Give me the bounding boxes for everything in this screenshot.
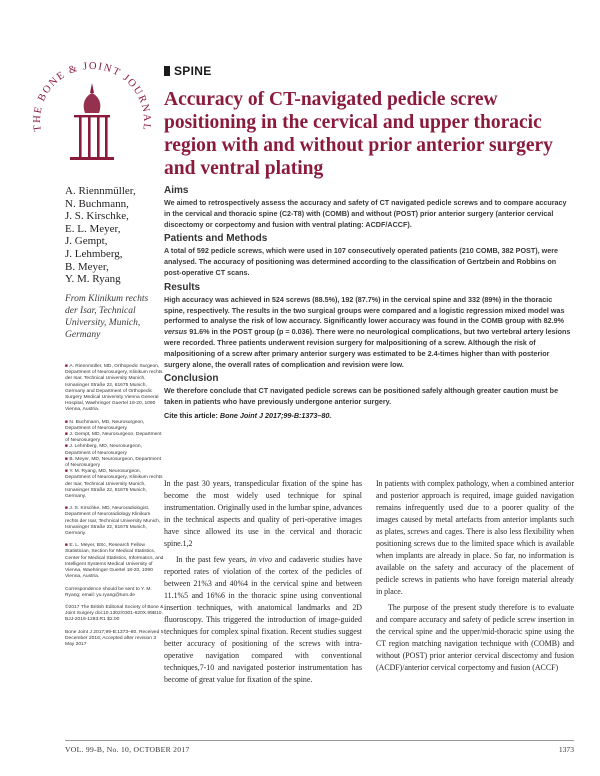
section-label-text: SPINE [174, 64, 212, 78]
body-paragraph: In patients with complex pathology, when a combined anterior and posterior approach is required, image guided navigation remains infrequently used due to a poorer quality of the images caused by metal artefacts from anterior implants such as plates, screws and cages. There is also less flexibility when positioning screws due to the limited space which is available when implants are already in place. So far, no information is available on the safety and accuracy of the placement of pedicle screws in patients who have foreign material already in place. [376, 479, 574, 596]
publication-note: Bone Joint J 2017;99-B:1373–80. Received 5 December 2016; Accepted after revision 3 May 2017 [65, 629, 164, 647]
body-column-right [376, 478, 574, 678]
methods-heading: Patients and Methods [164, 233, 268, 245]
results-heading: Results [164, 281, 201, 293]
author-name: B. Meyer, [65, 260, 109, 273]
citation: Cite this article: Bone Joint J 2017;99-B:1373–80. [164, 410, 332, 420]
bone-joint-journal-logo [30, 55, 154, 179]
body-paragraph: In the past few years, in vivo and cadaveric studies have reported rates of violation of the cortex of the pedicles of between 21%3 and 40%4 in the cervical spine and between 11.1%5 and 16%6 in the thoracic spine using conventional insertion techniques, with anatomical landmarks and 2D fluoroscopy. This triggered the introduction of image-guided techniques for complex spinal fixation. Recent studies suggest better accuracy of positioning of the screws with intra-operative navigation compared with conventional techniques,7-10 and navigated posterior instrumentation has become of great value for fixation of the spine. [164, 555, 362, 684]
body-paragraph: The purpose of the present study therefore is to evaluate and compare accuracy and safety of pedicle screw insertion in the cervical spine and the upper/mid-thoracic spine using the CT region matching navigation technique with (COMB) and without (POST) prior anterior cervical discectomy and fusion (ACDF)/anterior cervical corpectomy and fusion (ACCF) [376, 603, 574, 672]
conclusion-heading: Conclusion [164, 373, 219, 385]
author-note: ■ A. Riennmüller, MD, Orthopedic Surgeon, Department of Neurosurgery, Klinikum rechts der Isar, Technical University Munich, Ismaninger Straße 22, 81675 Munich, Germany and Department of Orthopedic Surgery Medical University Vienna General Hospital, Waehringer Guertel 18-20, 1090 Vienna, Austria. [65, 364, 163, 413]
article-title: Accuracy of CT-navigated pedicle screw positioning in the cervical and upper thoracic region with and without prior anterior surgery and ventral plating [164, 89, 553, 179]
author-note: ■ N. Buchmann, MD, Neurosurgeon, Department of Neurosurgery ■ J. Gempt, MD, Neurosurgeon, Department of Neurosurgery ■ J. Lehmberg, MD, Neurosurgeon, Department of Neurosurgery ■ B. Meyer, MD, Neurosurgeon, Department of Neurosurgery ■ Y. M. Ryang, MD, Neurosurgeon, Department of Neurosurgery, Klinikum rechts der Isar, Technical University Munich, Ismaninger Straße 22, 81675 Munich, Germany. [65, 419, 163, 500]
footer-rule [65, 740, 574, 741]
section-marker [164, 66, 170, 76]
author-name: J. Gempt, [65, 235, 108, 248]
author-note: ■ E. L. Meyer, BSc, Research Fellow Statistician, Section for Medical Statistics, Center for Medical Statistics, Informatics, and Intelligent Systems Medical University of Vienna, Waehringer Guertel 18-20, 1090 Vienna, Austria. [65, 543, 164, 580]
body-paragraph: In the past 30 years, transpedicular fixation of the spine has become the most widely used technique for spinal instrumentation. Originally used in the lumbar spine, advances in the technical aspects and quality of peri-operative images have since allowed its use in the cervical and thoracic spine.1,2 [164, 479, 362, 548]
footer-volume: VOL. 99-B, No. 10, OCTOBER 2017 [65, 745, 190, 754]
abstract [164, 182, 574, 422]
author-notes [65, 364, 165, 654]
section-label [164, 64, 212, 78]
author-name: J. S. Kirschke, [65, 210, 129, 223]
conclusion-text: We therefore conclude that CT navigated pedicle screws can be positioned safely although greater caution must be taken in patients who have previously undergone anterior surgery. [164, 386, 559, 407]
author-name: N. Buchmann, [65, 197, 129, 210]
methods-text: A total of 592 pedicle screws, which were used in 107 consecutively operated patients (210 COMB, 382 POST), were analysed. The accuracy of positioning was determined according to the classification of Gertzbein and Robbins on post-operative CT scans. [164, 246, 558, 277]
author-list [65, 185, 160, 286]
author-note: ■ J. S. Kirschke, MD, Neuroradiologist, Department of Neuroradiology Klinikum rechts der Isar, Technical University Munich, Ismaninger Straße 22, 81675 Munich, Germany. [65, 506, 161, 537]
author-name: Y. M. Ryang [65, 273, 121, 286]
affiliation: From Klinikum rechts der Isar, Technical University, Munich, Germany [65, 294, 149, 340]
author-name: E. L. Meyer, [65, 222, 121, 235]
results-text: High accuracy was achieved in 524 screws (88.5%), 192 (87.7%) in the cervical spine and 332 (89%) in the thoracic spine, respectively. The results in the two surgical groups were compared and a logistic regression mixed model was performed to analyse the risk of low accuracy. Significantly lower accuracy was found in the COMB group with 82.9% versus 91.6% in the POST group (p = 0.036). There were no neurological complications, but two vertebral artery lesions were recorded. Three patients underwent revision surgery for malpositioning of a screw. Although the risk of malpositioning of a screw after primary anterior surgery was estimated to be 2.4-times higher than with posterior surgery alone, the overall rates of complication and revision were low. [164, 294, 571, 369]
copyright-note: ©2017 The British Editorial Society of Bone & Joint Surgery doi:10.1302/0301-620X.99B10. BJJ-2016-1283.R1 $2.00 [65, 604, 164, 623]
correspondence-note: Correspondence should be sent to Y. M. Ryang; email: yu.ryang@tum.de [65, 586, 152, 598]
aims-heading: Aims [164, 185, 189, 196]
author-name: J. Lehmberg, [65, 247, 123, 260]
logo-text: THE BONE & JOINT JOURNAL [31, 60, 153, 133]
body-column-left [164, 478, 362, 690]
footer-page-number: 1373 [558, 745, 574, 754]
aims-text: We aimed to retrospectively assess the accuracy and safety of CT navigated pedicle screws and to compare accuracy in the cervical and thoracic spine (C2-T8) with (COMB) and without (POST) prior anterior surgery (anterior cervical discectomy or corpectomy and fusion with ventral plating: ACDF/ACCF). [164, 198, 567, 229]
author-name: A. Riennmüller, [65, 185, 136, 197]
